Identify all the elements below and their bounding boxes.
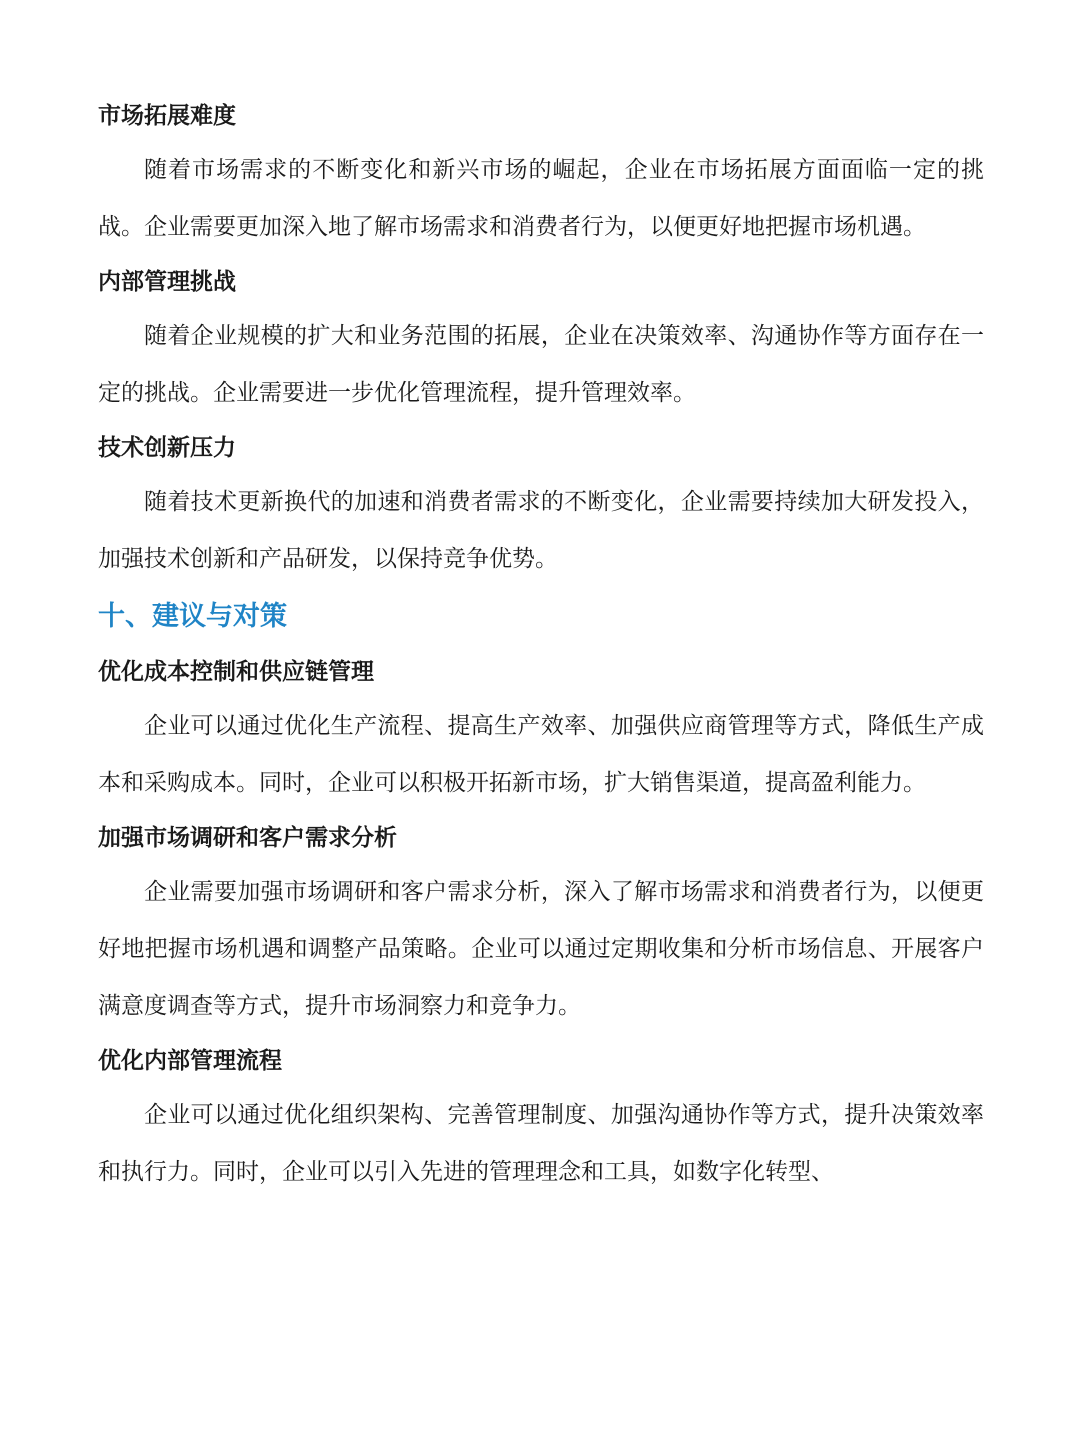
suggestion-heading-cost: 优化成本控制和供应链管理 bbox=[98, 659, 374, 685]
section-body-market: 随着市场需求的不断变化和新兴市场的崛起，企业在市场拓展方面面临一定的挑战。企业需要更加深入地了解市场需求和消费者行为，以便更好地把握市场机遇。 bbox=[98, 157, 984, 240]
suggestion-body-research: 企业需要加强市场调研和客户需求分析，深入了解市场需求和消费者行为，以便更好地把握市场机遇和调整产品策略。企业可以通过定期收集和分析市场信息、开展客户满意度调查等方式，提升市场洞察力和竞争力。 bbox=[98, 879, 984, 1019]
suggestion-heading-process: 优化内部管理流程 bbox=[98, 1048, 282, 1074]
section-body-internal: 随着企业规模的扩大和业务范围的拓展，企业在决策效率、沟通协作等方面存在一定的挑战。企业需要进一步优化管理流程，提升管理效率。 bbox=[98, 323, 984, 406]
suggestion-body-cost: 企业可以通过优化生产流程、提高生产效率、加强供应商管理等方式，降低生产成本和采购成本。同时，企业可以积极开拓新市场，扩大销售渠道，提高盈利能力。 bbox=[98, 713, 984, 796]
section-heading-tech: 技术创新压力 bbox=[98, 435, 236, 461]
section-heading-internal: 内部管理挑战 bbox=[98, 269, 236, 295]
document-page bbox=[98, 90, 984, 1201]
chapter-heading: 十、建议与对策 bbox=[98, 601, 287, 632]
suggestion-body-process: 企业可以通过优化组织架构、完善管理制度、加强沟通协作等方式，提升决策效率和执行力。同时，企业可以引入先进的管理理念和工具，如数字化转型、 bbox=[98, 1102, 984, 1185]
section-heading-market: 市场拓展难度 bbox=[98, 103, 236, 129]
suggestion-heading-research: 加强市场调研和客户需求分析 bbox=[98, 825, 397, 851]
section-body-tech: 随着技术更新换代的加速和消费者需求的不断变化，企业需要持续加大研发投入，加强技术创新和产品研发，以保持竞争优势。 bbox=[98, 489, 984, 572]
